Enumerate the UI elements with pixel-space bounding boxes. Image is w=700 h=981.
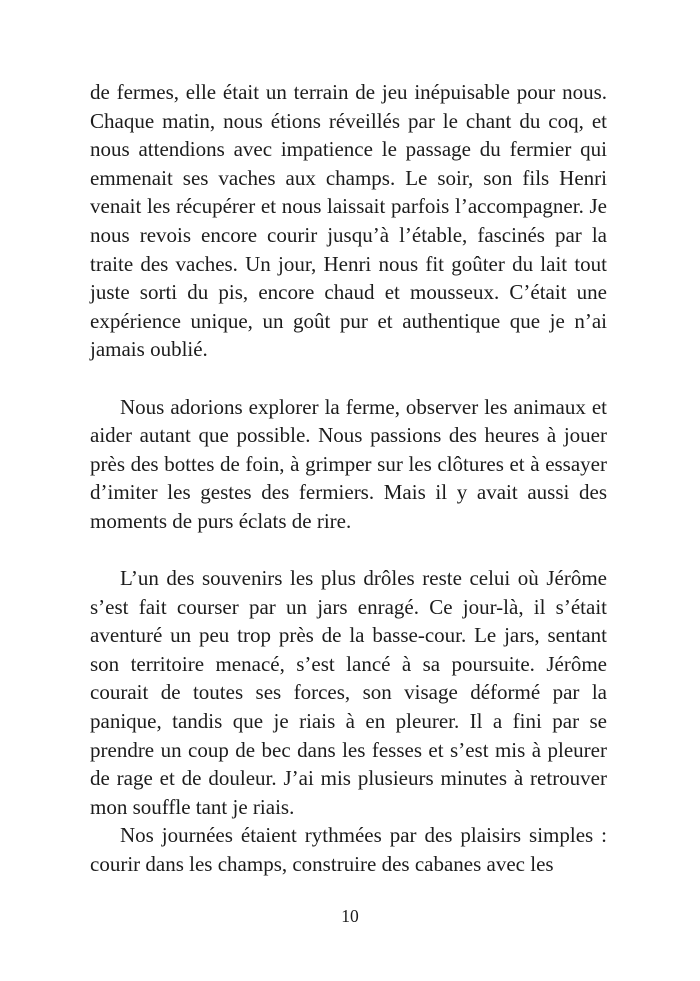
page-number: 10 (341, 906, 359, 926)
paragraph: Nos journées étaient rythmées par des plaisirs simples : courir dans les champs, construire des cabanes avec les (90, 823, 607, 877)
page-text (90, 78, 607, 879)
paragraph: Nous adorions explorer la ferme, observer les animaux et aider autant que possible. Nous passions des heures à jouer près des bottes de foin, à grimper sur les clôtures et à essayer d’imiter les gestes des fermiers. Mais il y avait aussi des moments de purs éclats de rire. (90, 394, 607, 533)
paragraph: de fermes, elle était un terrain de jeu inépuisable pour nous. Chaque matin, nous étions réveillés par le chant du coq, et nous attendions avec impatience le passage du fermier qui emmenait ses vaches aux champs. Le soir, son fils Henri venait les récupérer et nous laissait parfois l’accompagner. Je nous revois encore courir jusqu’à l’étable, fascinés par la traite des vaches. Un jour, Henri nous fit goûter du lait tout juste sorti du pis, encore chaud et mousseux. C’était une expérience unique, un goût pur et authentique que je n’ai jamais oublié. (90, 80, 607, 362)
paragraph: L’un des souvenirs les plus drôles reste celui où Jérôme s’est fait courser par un jars enragé. Ce jour-là, il s’était aventuré un peu trop près de la basse-cour. Le jars, sentant son territoire menacé, s’est lancé à sa poursuite. Jérôme courait de toutes ses forces, son visage déformé par la panique, tandis que je riais à en pleurer. Il a fini par se prendre un coup de bec dans les fesses et s’est mis à pleurer de rage et de douleur. J’ai mis plusieurs minutes à retrouver mon souffle tant je riais. (90, 566, 607, 819)
